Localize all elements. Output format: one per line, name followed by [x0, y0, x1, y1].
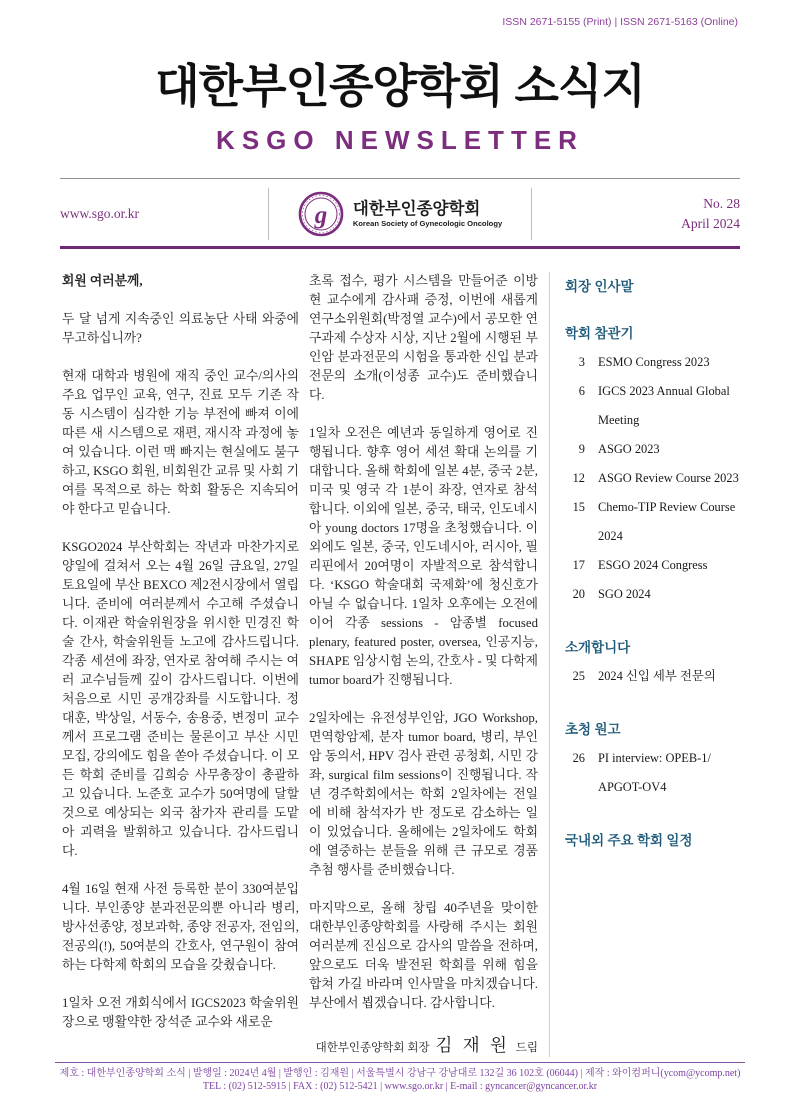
toc-entry[interactable] — [565, 744, 745, 802]
toc-entry-title: 2024 신입 세부 전문의 — [598, 669, 716, 683]
svg-text:g: g — [314, 202, 328, 229]
toc-entry-page: 20 — [572, 587, 585, 601]
toc-section — [565, 322, 745, 609]
toc-entry-title: ASGO 2023 — [598, 442, 660, 456]
toc-entry-title: IGCS 2023 Annual Global Meeting — [598, 384, 730, 427]
toc-entry[interactable] — [565, 580, 745, 609]
issue-number: No. 28 — [703, 196, 740, 212]
toc-entry[interactable] — [565, 464, 745, 493]
toc-section — [565, 275, 745, 295]
letter-column-middle — [309, 272, 538, 1057]
ksgo-logo-icon — [298, 191, 344, 237]
society-name-english: Korean Society of Gynecologic Oncology — [352, 218, 503, 228]
toc-entry-page: 6 — [578, 384, 585, 398]
header-bottom-rule — [60, 246, 740, 249]
toc-entry-title: ESGO 2024 Congress — [598, 558, 708, 572]
president-name: 김 재 원 — [435, 1035, 510, 1055]
letter-paragraph: 1일차 오전은 예년과 동일하게 영어로 진행됩니다. 향후 영어 세션 확대 논의를 기대합니다. 올해 학회에 일본 4분, 중국 2분, 미국 및 영국 각 1분이 좌장, 연자로 참석합니다. 이외에 일본, 중국, 태국, 인도네시아 young doctors 17명을 초청했습니다. 이외에도 일본, 중국, 인도네시아, 러시아, 필리핀에서 20여명이 자발적으로 참석합니다. ‘KSGO 학술대회 국제화’에 청신호가 아닐 수 없습니다. 1일차 오후에는 오전에 이어 각종 sessions - 암종별 focused plenary, featured poster, oversea, 인공지능, SHAPE 임상시험 논의, 간호사 - 및 다학제 tumor board가 진행됩니다. — [309, 426, 538, 687]
newsletter-title-korean: 대한부인종양학회 소식지 — [155, 60, 645, 112]
society-name-korean: 대한부인종양학회 — [352, 200, 481, 219]
footer-rule — [55, 1062, 745, 1063]
toc-entry[interactable] — [565, 377, 745, 435]
letter-paragraph: 4월 16일 현재 사전 등록한 분이 330여분입니다. 부인종양 분과전문의뿐 아니라 병리, 방사선종양, 정보과학, 종양 전공자, 전임의, 전공의(!), 50여분의 간호사, 연구원이 참여하는 다학제 학회의 모습을 갖췄습니다. — [62, 882, 299, 972]
toc-entry-title: Chemo-TIP Review Course 2024 — [598, 500, 736, 543]
toc-entry-title: ASGO Review Course 2023 — [598, 471, 739, 485]
toc-section-heading: 학회 참관기 — [565, 326, 634, 341]
letter-paragraph: 초록 접수, 평가 시스템을 만들어준 이방현 교수에게 감사패 증정, 이번에 새롭게 연구소위원회(박정열 교수)에서 공모한 연구과제 수상자 시상, 지난 2월에 시행된 부인암 분과전문의 시험을 통과한 신입 분과전문의 소개(이성종 교수)도 준비했습니다. — [309, 274, 538, 402]
letter-paragraph: 회원 여러분께, — [62, 274, 143, 288]
toc-section-heading: 소개합니다 — [565, 640, 631, 655]
toc-entry-page: 9 — [578, 442, 585, 456]
issue-info — [532, 194, 740, 233]
letter-paragraph: 2일차에는 유전성부인암, JGO Workshop, 면역항암제, 분자 tumor board, 병리, 부인암 동의서, HPV 검사 관련 공청회, 시민 강좌, surgical film sessions이 진행됩니다. 작년 경주학회에서는 학회 2일차에는 전일에 비해 참석자가 반 정도로 감소하는 일이 있었습니다. 올해에는 2일차에도 학회에 열중하는 분들을 위해 큰 규모로 경품 추첨 행사를 준비했습니다. — [309, 711, 538, 877]
toc-entry-page: 3 — [578, 355, 585, 369]
toc-entry[interactable] — [565, 348, 745, 377]
toc-entry[interactable] — [565, 551, 745, 580]
table-of-contents — [549, 272, 745, 1057]
toc-entry-page: 26 — [572, 751, 585, 765]
toc-section-heading: 초청 원고 — [565, 722, 621, 737]
website-link[interactable]: www.sgo.or.kr — [60, 206, 139, 221]
toc-entry-page: 25 — [572, 669, 585, 683]
newsletter-title-english: KSGO NEWSLETTER — [216, 125, 584, 155]
issn-line: ISSN 2671-5155 (Print) | ISSN 2671-5163 (Online) — [502, 16, 738, 28]
toc-section-heading: 국내외 주요 학회 일정 — [565, 833, 693, 848]
toc-entry[interactable] — [565, 435, 745, 464]
letter-paragraph: 현재 대학과 병원에 재직 중인 교수/의사의 주요 업무인 교육, 연구, 진료 모두 기존 작동 시스템이 심각한 기능 부전에 빠져 이에 따른 새 시스템으로 재편, 재시작 과정에 놓여 있습니다. 이런 맥 빠지는 현실에도 불구하고, KSGO 회원, 비회원간 교류 및 사회 기여를 목적으로 하는 학회 활동은 지속되어야 한다고 믿습니다. — [62, 369, 299, 516]
issue-date: April 2024 — [681, 216, 740, 231]
letter-body — [62, 272, 745, 1057]
toc-entry[interactable] — [565, 493, 745, 551]
imprint-line-2: TEL : (02) 512-5915 | FAX : (02) 512-5421 | www.sgo.or.kr | E-mail : gyncancer@gyncancer.or.kr — [202, 1081, 598, 1092]
toc-entry-page: 17 — [572, 558, 585, 572]
toc-entry-title: PI interview: OPEB-1/ APGOT-OV4 — [598, 751, 711, 794]
letter-column-left — [62, 272, 299, 1057]
letter-paragraph: 1일차 오전 개회식에서 IGCS2023 학술위원장으로 맹활약한 장석준 교수와 새로운 — [62, 996, 299, 1029]
letter-paragraph: 마지막으로, 올해 창립 40주년을 맞이한 대한부인종양학회를 사랑해 주시는 회원 여러분께 진심으로 감사의 말씀을 전하며, 앞으로도 더욱 발전된 학회를 위해 힘을 합쳐 가길 바라며 인사말을 마치겠습니다. 부산에서 뵙겠습니다. 감사합니다. — [309, 901, 538, 1010]
signature-prefix: 대한부인종양학회 회장 — [315, 1042, 430, 1054]
imprint-line-1: 제호 : 대한부인종양학회 소식 | 발행일 : 2024년 4월 | 발행인 : 김재원 | 서울특별시 강남구 강남대로 132길 36 102호 (06044) | 제작 : 와이컴퍼니(ycom@ycomp.net) — [59, 1068, 741, 1079]
letter-paragraph: KSGO2024 부산학회는 작년과 마찬가지로 양일에 걸쳐서 오는 4월 26일 금요일, 27일 토요일에 부산 BEXCO 제2전시장에서 열립니다. 준비에 여러분께서 수고해 주셨습니다. 이재관 학술위원장을 위시한 민경진 학술 간사, 학술위원들 노고에 감사드립니다. 각종 세션에 좌장, 연자로 참여해 주시는 여러 교수님들께 깊이 감사드립니다. 이번에 처음으로 시민 공개강좌를 시도합니다. 정대훈, 박상일, 서동수, 송용중, 변정미 교수께서 프로그램 준비는 물론이고 부산 시민 모집, 강의에도 힘을 쏟아 주셨습니다. 이 모든 학회 준비를 김희승 사무총장이 총괄하고 있습니다. 노준호 교수가 50여명에 달할 것으로 예상되는 외국 참가자 관리를 도맡아 괴력을 발휘하고 있습니다. 감사드립니다. — [62, 540, 299, 858]
signature-suffix: 드림 — [515, 1042, 538, 1054]
society-identity — [269, 191, 531, 237]
toc-section — [565, 829, 745, 849]
toc-entry-page: 12 — [572, 471, 585, 485]
toc-entry-title: SGO 2024 — [598, 587, 651, 601]
president-signature — [309, 1032, 538, 1057]
toc-entry-title: ESMO Congress 2023 — [598, 355, 710, 369]
toc-section — [565, 718, 745, 802]
imprint-footer — [30, 1067, 770, 1093]
header-top-rule — [60, 178, 740, 179]
masthead-band — [60, 186, 740, 242]
toc-entry[interactable] — [565, 662, 745, 691]
toc-section — [565, 636, 745, 691]
toc-entry-page: 15 — [572, 500, 585, 514]
toc-section-heading: 회장 인사말 — [565, 279, 634, 294]
letter-paragraph: 두 달 넘게 지속중인 의료농단 사태 와중에 무고하십니까? — [62, 312, 299, 345]
